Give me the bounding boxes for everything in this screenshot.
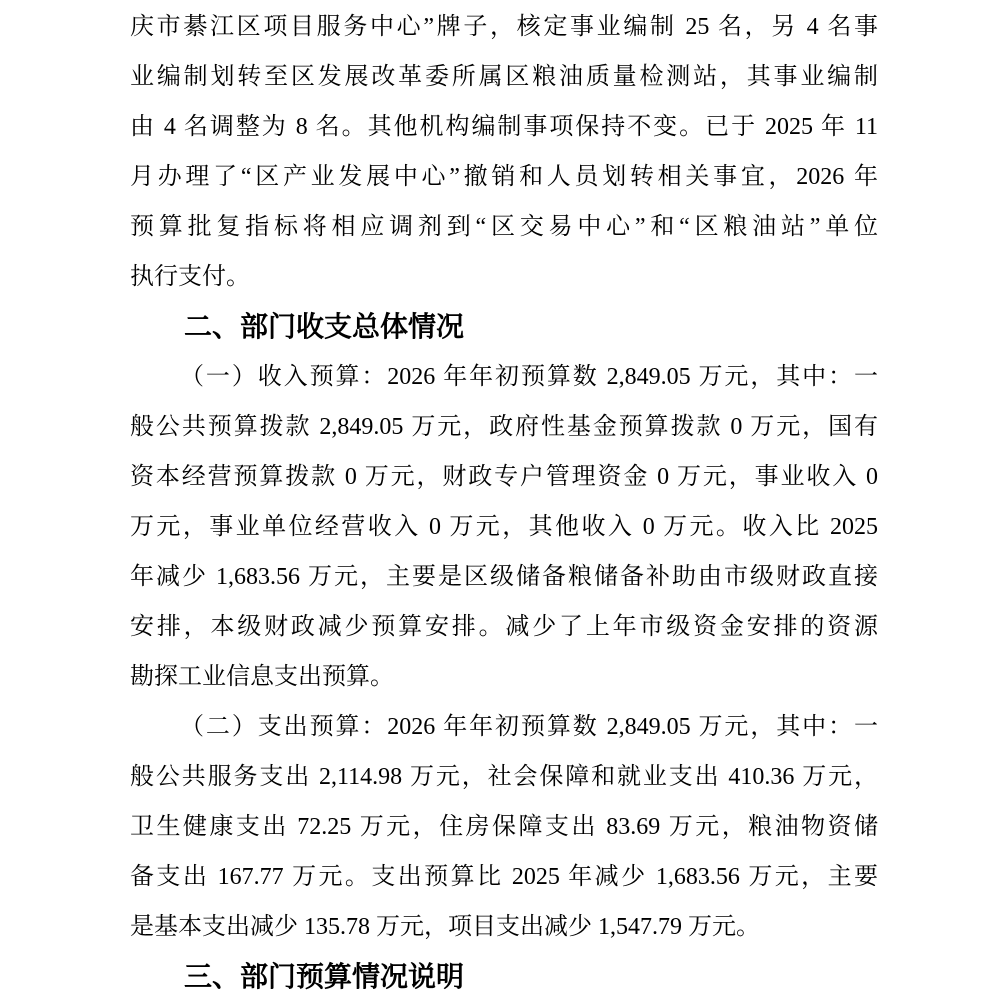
paragraph-line: 备支出 167.77 万元。支出预算比 2025 年减少 1,683.56 万元，主要 [130, 864, 878, 890]
paragraph-line: 业编制划转至区发展改革委所属区粮油质量检测站，其事业编制 [130, 64, 878, 90]
paragraph-line: 安排，本级财政减少预算安排。减少了上年市级资金安排的资源 [130, 614, 878, 640]
paragraph-line: 勘探工业信息支出预算。 [130, 664, 394, 690]
paragraph-line: 般公共预算拨款 2,849.05 万元，政府性基金预算拨款 0 万元，国有 [130, 414, 878, 440]
paragraph-line: 预算批复指标将相应调剂到“区交易中心”和“区粮油站”单位 [130, 214, 878, 240]
paragraph-line: 年减少 1,683.56 万元，主要是区级储备粮储备补助由市级财政直接 [130, 564, 878, 590]
paragraph-line: 万元，事业单位经营收入 0 万元，其他收入 0 万元。收入比 2025 [130, 514, 878, 540]
paragraph-line: 执行支付。 [130, 264, 250, 290]
paragraph-line: 资本经营预算拨款 0 万元，财政专户管理资金 0 万元，事业收入 0 [130, 464, 878, 490]
paragraph-line: 卫生健康支出 72.25 万元，住房保障支出 83.69 万元，粮油物资储 [130, 814, 878, 840]
paragraph-line: 月办理了“区产业发展中心”撤销和人员划转相关事宜，2026 年 [130, 164, 878, 190]
paragraph-line: （二）支出预算：2026 年年初预算数 2,849.05 万元，其中：一 [180, 714, 878, 740]
paragraph-line: 庆市綦江区项目服务中心”牌子，核定事业编制 25 名，另 4 名事 [130, 14, 878, 40]
paragraph-line: （一）收入预算：2026 年年初预算数 2,849.05 万元，其中：一 [180, 364, 878, 390]
paragraph-line: 由 4 名调整为 8 名。其他机构编制事项保持不变。已于 2025 年 11 [130, 114, 878, 140]
document-text-column [130, 2, 878, 1002]
paragraph-line: 般公共服务支出 2,114.98 万元，社会保障和就业支出 410.36 万元， [130, 764, 878, 790]
section-heading-budget-notes: 三、部门预算情况说明 [184, 961, 465, 992]
section-heading-income-expense-overview: 二、部门收支总体情况 [184, 311, 465, 342]
paragraph-line: 是基本支出减少 135.78 万元，项目支出减少 1,547.79 万元。 [130, 914, 760, 940]
